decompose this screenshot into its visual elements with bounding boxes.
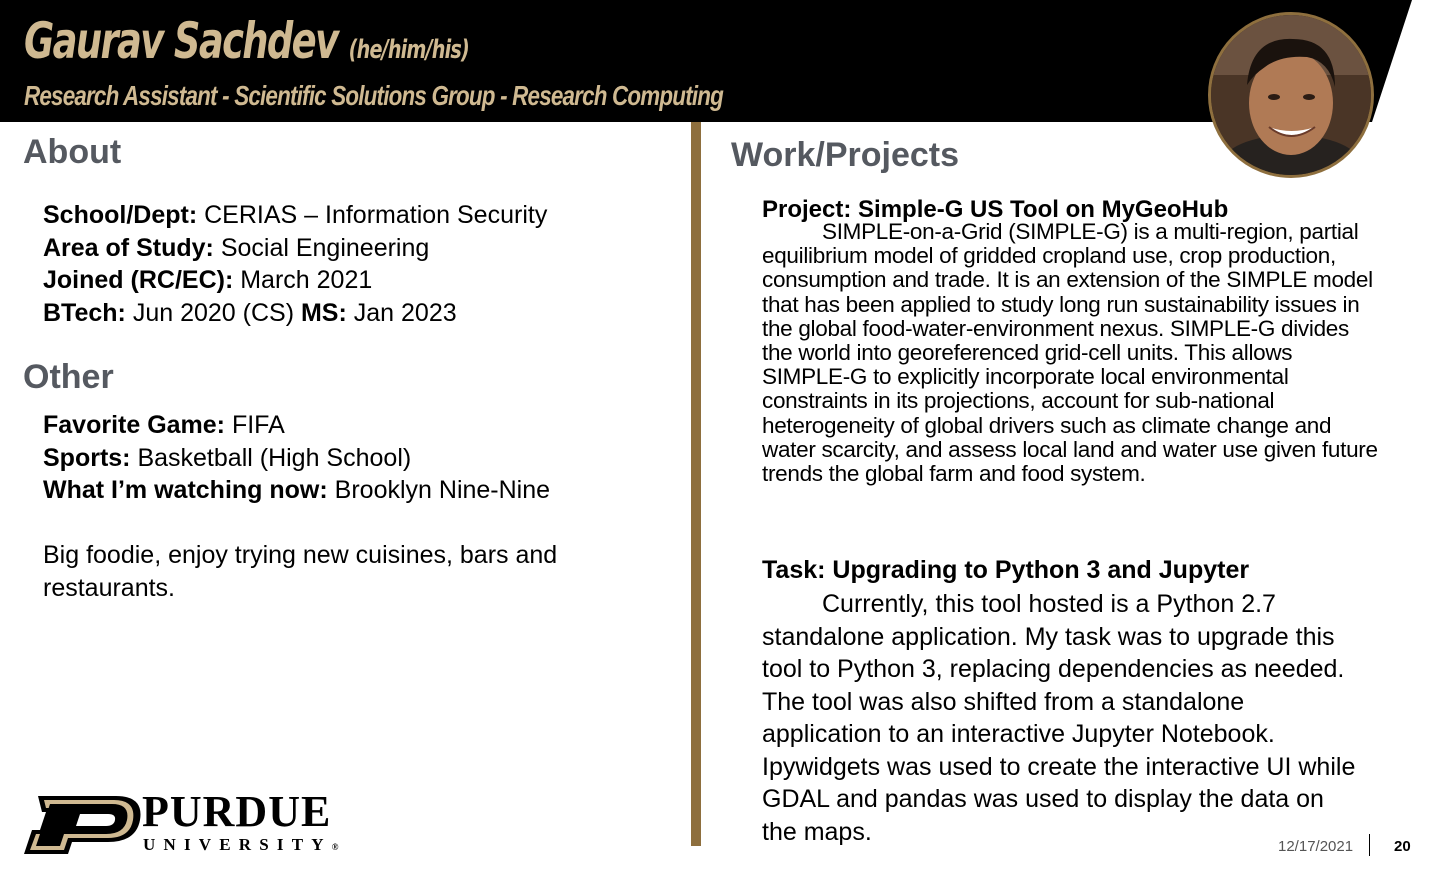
watching-label: What I’m watching now: bbox=[43, 476, 328, 504]
area-line bbox=[43, 232, 547, 265]
sports-label: Sports: bbox=[43, 443, 131, 472]
other-heading: Other bbox=[23, 358, 114, 396]
foodie-text: Big foodie, enjoy trying new cuisines, bars and restaurants. bbox=[43, 541, 558, 602]
portrait-photo bbox=[1211, 15, 1371, 175]
university-text: UNIVERSITY bbox=[143, 835, 332, 854]
sports-value: Basketball (High School) bbox=[137, 443, 412, 472]
area-label: Area of Study: bbox=[43, 233, 214, 262]
role-subtitle: Research Assistant - Scientific Solutions Group - Research Computing bbox=[24, 80, 724, 111]
game-label: Favorite Game: bbox=[43, 411, 226, 439]
game-line bbox=[43, 409, 550, 442]
task-title: Task: Upgrading to Python 3 and Jupyter bbox=[762, 556, 1250, 584]
watching-value: Brooklyn Nine-Nine bbox=[334, 476, 551, 504]
university-wordmark bbox=[143, 836, 338, 856]
slide-date: 12/17/2021 bbox=[1278, 838, 1354, 855]
footer-separator bbox=[1369, 834, 1370, 856]
avatar bbox=[1208, 12, 1374, 178]
area-value: Social Engineering bbox=[220, 233, 430, 262]
project-body-text: SIMPLE-on-a-Grid (SIMPLE-G) is a multi-region, partial equilibrium model of gridded cropland use, crop production, consumption and trade. It is an extension of the SIMPLE model that has been applied to study long run sustainability issues in the global food-water-environment nexus. SIMPLE-G divides the world into georeferenced grid-cell units. This allows SIMPLE-G to explicitly incorporate local environmental constraints in its projections, account for sub-national heterogeneity of global drivers such as climate change and water scarcity, and assess local land and water use given future trends the global farm and food system. bbox=[762, 219, 1378, 487]
joined-value: March 2021 bbox=[240, 266, 373, 294]
btech-value: Jun 2020 (CS) bbox=[132, 298, 295, 327]
btech-label: BTech: bbox=[43, 298, 126, 327]
school-value: CERIAS – Information Security bbox=[204, 201, 548, 229]
project-title: Project: Simple-G US Tool on MyGeoHub bbox=[762, 196, 1229, 223]
watching-line bbox=[43, 474, 550, 507]
school-line bbox=[43, 199, 547, 232]
sports-line bbox=[43, 442, 550, 475]
joined-label: Joined (RC/EC): bbox=[43, 266, 234, 294]
project-description bbox=[762, 220, 1382, 486]
pronouns: (he/him/his) bbox=[348, 35, 469, 65]
other-details bbox=[43, 409, 550, 507]
purdue-wordmark: PURDUE bbox=[142, 787, 332, 836]
work-heading: Work/Projects bbox=[731, 136, 960, 174]
ms-label: MS: bbox=[300, 298, 347, 327]
registered-mark: ® bbox=[331, 842, 339, 852]
name-text: Gaurav Sachdev bbox=[24, 12, 338, 70]
column-divider bbox=[691, 122, 701, 846]
school-label: School/Dept: bbox=[43, 201, 198, 229]
task-description bbox=[762, 588, 1362, 848]
slide-number: 20 bbox=[1394, 838, 1411, 855]
joined-line bbox=[43, 264, 547, 297]
about-details bbox=[43, 199, 547, 329]
ms-value: Jan 2023 bbox=[353, 298, 457, 327]
about-heading: About bbox=[23, 133, 122, 171]
degree-line bbox=[43, 297, 547, 330]
presenter-name bbox=[24, 12, 469, 70]
game-value: FIFA bbox=[231, 411, 285, 439]
task-body-text: Currently, this tool hosted is a Python 2.7 standalone application. My task was to upgrade this tool to Python 3, replacing dependencies as needed. The tool was also shifted from a standalone application to an interactive Jupyter Notebook. Ipywidgets was used to create the interactive UI while GDAL and pandas was used to display the data on the maps. bbox=[762, 590, 1356, 846]
